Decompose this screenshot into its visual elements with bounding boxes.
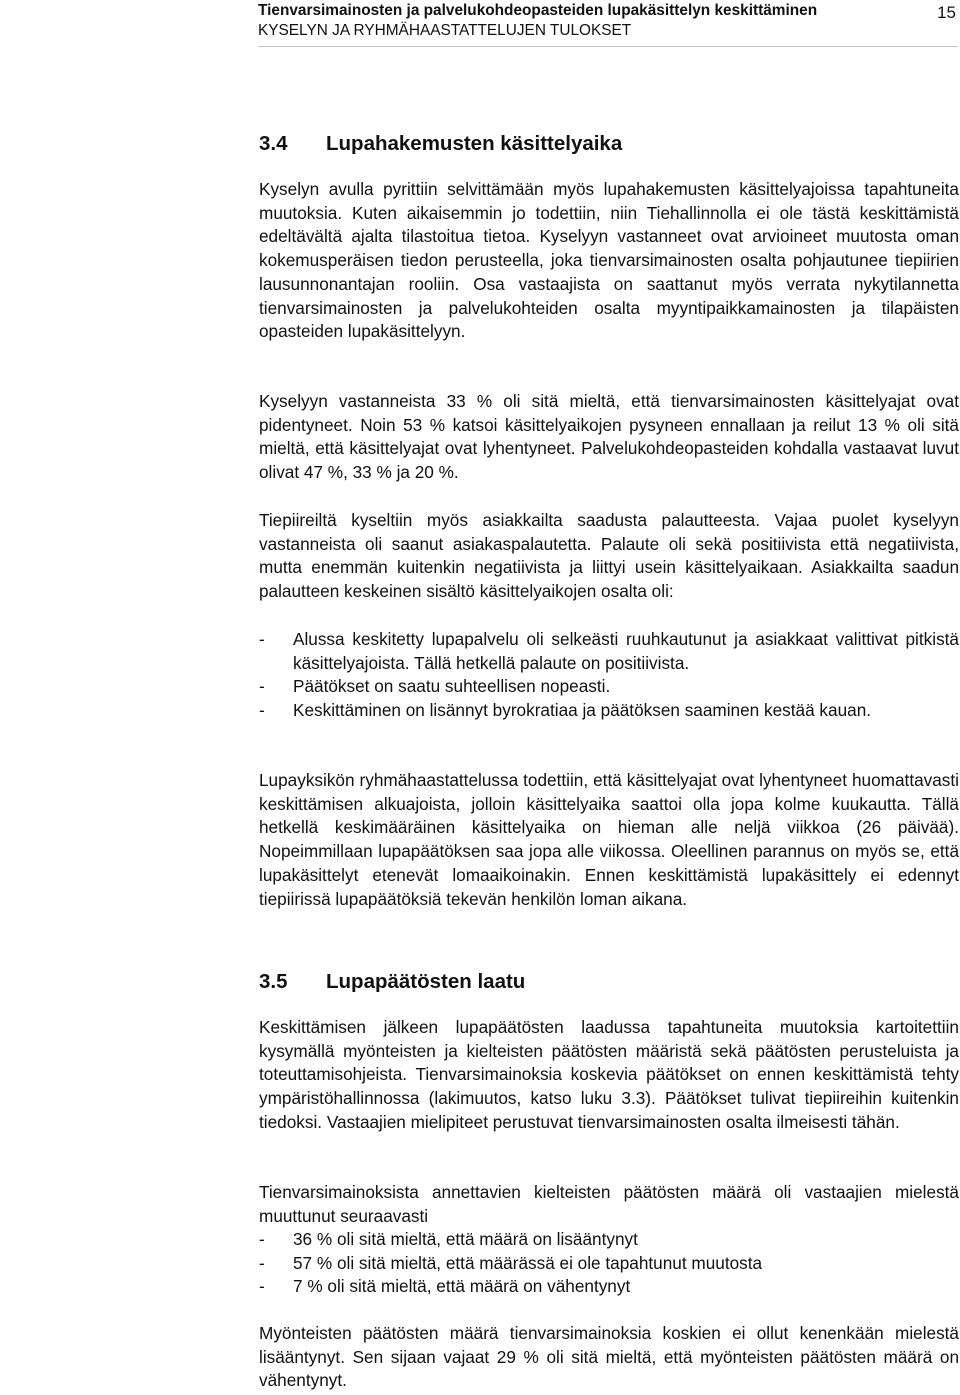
paragraph: Tienvarsimainoksista annettavien kielteisten päätösten määrä oli vastaajien mielestä muuttunut seuraavasti (259, 1182, 959, 1226)
list-item (259, 1252, 959, 1276)
section-heading-3-5 (259, 970, 525, 994)
paragraph: Keskittämisen jälkeen lupapäätösten laadussa tapahtuneita muutoksia kartoitettiin kysymällä myönteisten ja kielteisten päätösten määristä sekä päätösten perusteluista ja toteuttamisohjeista. Tienvarsimainoksia koskevia päätökset on ennen keskittämistä tehty ympäristöhallinnossa (lakimuutos, katso luku 3.3). Päätökset tulivat tiepiireihin kuitenkin tiedoksi. Vastaajien mielipiteet perustuvat tienvarsimainosten osalta ilmeisesti tähän. (259, 1017, 959, 1132)
list-item-text: Alussa keskitetty lupapalvelu oli selkeästi ruuhkautunut ja asiakkaat valittivat pitkistä käsittelyajoista. Tällä hetkellä palaute on positiivista. (293, 629, 959, 673)
page-number: 15 (937, 3, 956, 22)
running-header (258, 0, 958, 48)
list-item-text: 7 % oli sitä mieltä, että määrä on vähentynyt (293, 1276, 631, 1297)
list-item (259, 699, 959, 723)
header-divider (258, 46, 958, 47)
list-item (259, 675, 959, 699)
section-title: Lupahakemusten käsittelyaika (326, 132, 623, 155)
document-subtitle: KYSELYN JA RYHMÄHAASTATTELUJEN TULOKSET (258, 22, 632, 39)
decision-change-list (259, 1228, 959, 1299)
section-number: 3.4 (259, 132, 288, 155)
section-title: Lupapäätösten laatu (326, 970, 526, 993)
list-item (259, 628, 959, 675)
paragraph: Tiepiireiltä kyseltiin myös asiakkailta saadusta palautteesta. Vajaa puolet kyselyyn vastanneista oli saanut asiakaspalautetta. Palaute oli sekä positiivista että negatiivista, mutta enemmän kuitenkin negatiivista ja liittyi usein käsittelyaikaan. Asiakkailta saadun palautteen keskeinen sisältö käsittelyaikojen osalta oli: (259, 510, 959, 602)
section-number: 3.5 (259, 970, 288, 993)
list-dash: - (259, 1252, 265, 1273)
list-item (259, 1275, 959, 1299)
paragraph: Kyselyyn vastanneista 33 % oli sitä mieltä, että tienvarsimainosten käsittelyajat ovat pidentyneet. Noin 53 % katsoi käsittelyaikojen pysyneen ennallaan ja reilut 13 % oli sitä mieltä, että käsittelyajat ovat lyhentyneet. Palvelukohdeopasteiden kohdalla vastaavat luvut olivat 47 %, 33 % ja 20 %. (259, 391, 959, 483)
list-dash: - (259, 700, 265, 721)
list-item (259, 1228, 959, 1252)
section-heading-3-4 (259, 132, 622, 156)
list-item-text: 36 % oli sitä mieltä, että määrä on lisääntynyt (293, 1229, 638, 1249)
list-dash: - (259, 676, 265, 697)
paragraph: Myönteisten päätösten määrä tienvarsimainoksia koskien ei ollut kenenkään mielestä lisääntynyt. Sen sijaan vajaat 29 % oli sitä mieltä, että myönteisten päätösten määrä on vähentynyt. (259, 1323, 959, 1391)
list-item-text: 57 % oli sitä mieltä, että määrässä ei ole tapahtunut muutosta (293, 1252, 763, 1273)
list-item-text: Päätökset on saatu suhteellisen nopeasti. (293, 676, 611, 697)
list-item-text: Keskittäminen on lisännyt byrokratiaa ja päätöksen saaminen kestää kauan. (293, 700, 872, 721)
paragraph: Kyselyn avulla pyrittiin selvittämään myös lupahakemusten käsittelyajoissa tapahtuneita muutoksia. Kuten aikaisemmin jo todettiin, niin Tiehallinnolla ei ole tästä keskittämistä edeltävältä ajalta tilastoitua tietoa. Kyselyyn vastanneet ovat arvioineet muutosta oman kokemusperäisen tiedon perusteella, joka tienvarsimainosten osalta pohjautunee tiepiirien lausunnonantajan rooliin. Osa vastaajista on saattanut myös verrata nykytilannetta tienvarsimainosten ja palvelukohteiden osalta myyntipaikkamainosten ja tilapäisten opasteiden lupakäsittelyyn. (259, 179, 959, 342)
feedback-list (259, 628, 959, 723)
document-title: Tienvarsimainosten ja palvelukohdeopasteiden lupakäsittelyn keskittäminen (258, 2, 818, 19)
list-dash: - (259, 1229, 265, 1249)
list-dash: - (259, 1276, 265, 1297)
list-dash: - (259, 629, 265, 649)
paragraph: Lupayksikön ryhmähaastattelussa todettiin, että käsittelyajat ovat lyhentyneet huomattavasti keskittämisen alkuajoista, jolloin käsittelyaika saattoi olla jopa kolme kuukautta. Tällä hetkellä keskimääräinen käsittelyaika on hieman alle neljä viikkoa (26 päivää). Nopeimmillaan lupapäätöksen saa jopa alle viikossa. Oleellinen parannus on myös se, että lupakäsittelyt etenevät lomaaikoinakin. Ennen keskittämistä lupakäsittely ei edennyt tiepiirissä lupapäätöksiä tekevän henkilön loman aikana. (259, 770, 959, 909)
